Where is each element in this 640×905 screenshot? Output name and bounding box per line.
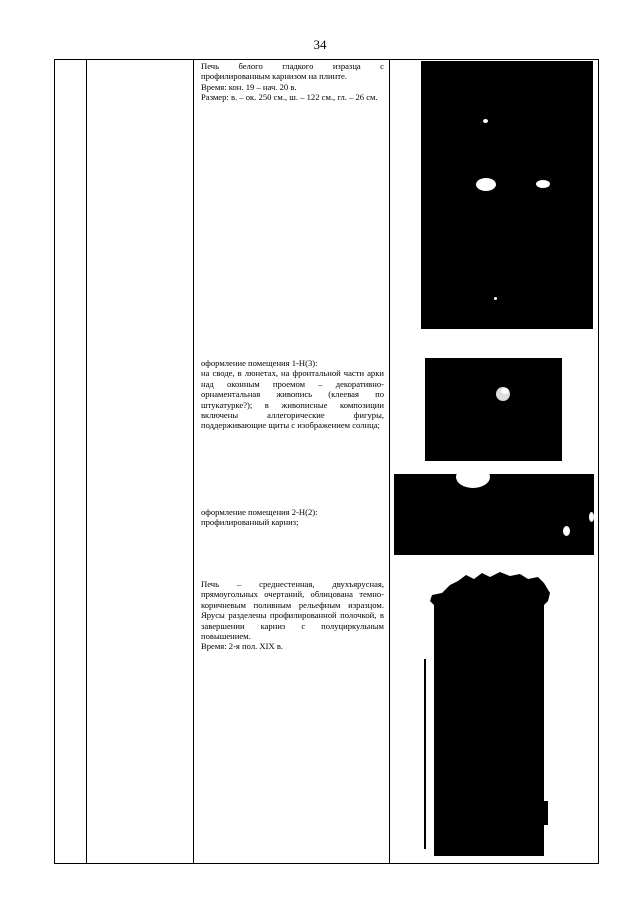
description-line: Время: 2-я пол. XIX в. [201, 641, 284, 652]
description-line: оформление помещения 1-Н(3): [201, 358, 318, 368]
description-line: Печь белого гладкого изразца с профилированным карнизом на плинте. [201, 61, 384, 82]
column-divider [86, 60, 87, 863]
column-divider [193, 60, 194, 863]
item-description [201, 358, 384, 431]
item-description [201, 507, 384, 528]
column-divider [389, 60, 390, 863]
description-line: оформление помещения 2-Н(2): [201, 507, 318, 517]
item-description [201, 61, 384, 103]
stove-silhouette [420, 571, 556, 856]
ceiling-painting-photo [425, 358, 562, 461]
item-description [201, 579, 384, 652]
brown-stove-photo [420, 571, 556, 856]
description-line: Размер: в. – ок. 250 см., ш. – 122 см., гл. – 26 см. [201, 92, 378, 103]
cornice-photo [394, 474, 594, 555]
description-line: профилированный карниз; [201, 517, 299, 528]
page-number: 34 [313, 37, 327, 52]
description-line: Время: кон. 19 – нач. 20 в. [201, 81, 297, 92]
description-line: на своде, в люнетах, на фронтальной части арки над оконным проемом – декоративно-орнаментальная живопись (клеевая по штукатурке?); в живописные композиции включены аллегорические фигуры, поддерживающие щиты с изображением солнца; [201, 368, 384, 431]
description-line: Печь – среднестенная, двухъярусная, прямоугольных очертаний, облицована темно-коричневым поливным рельефным изразцом. Ярусы разделены профилированной полочкой, в завершении карниз с полуциркульным повышением. [201, 579, 384, 642]
tiled-stove-photo [421, 61, 593, 329]
